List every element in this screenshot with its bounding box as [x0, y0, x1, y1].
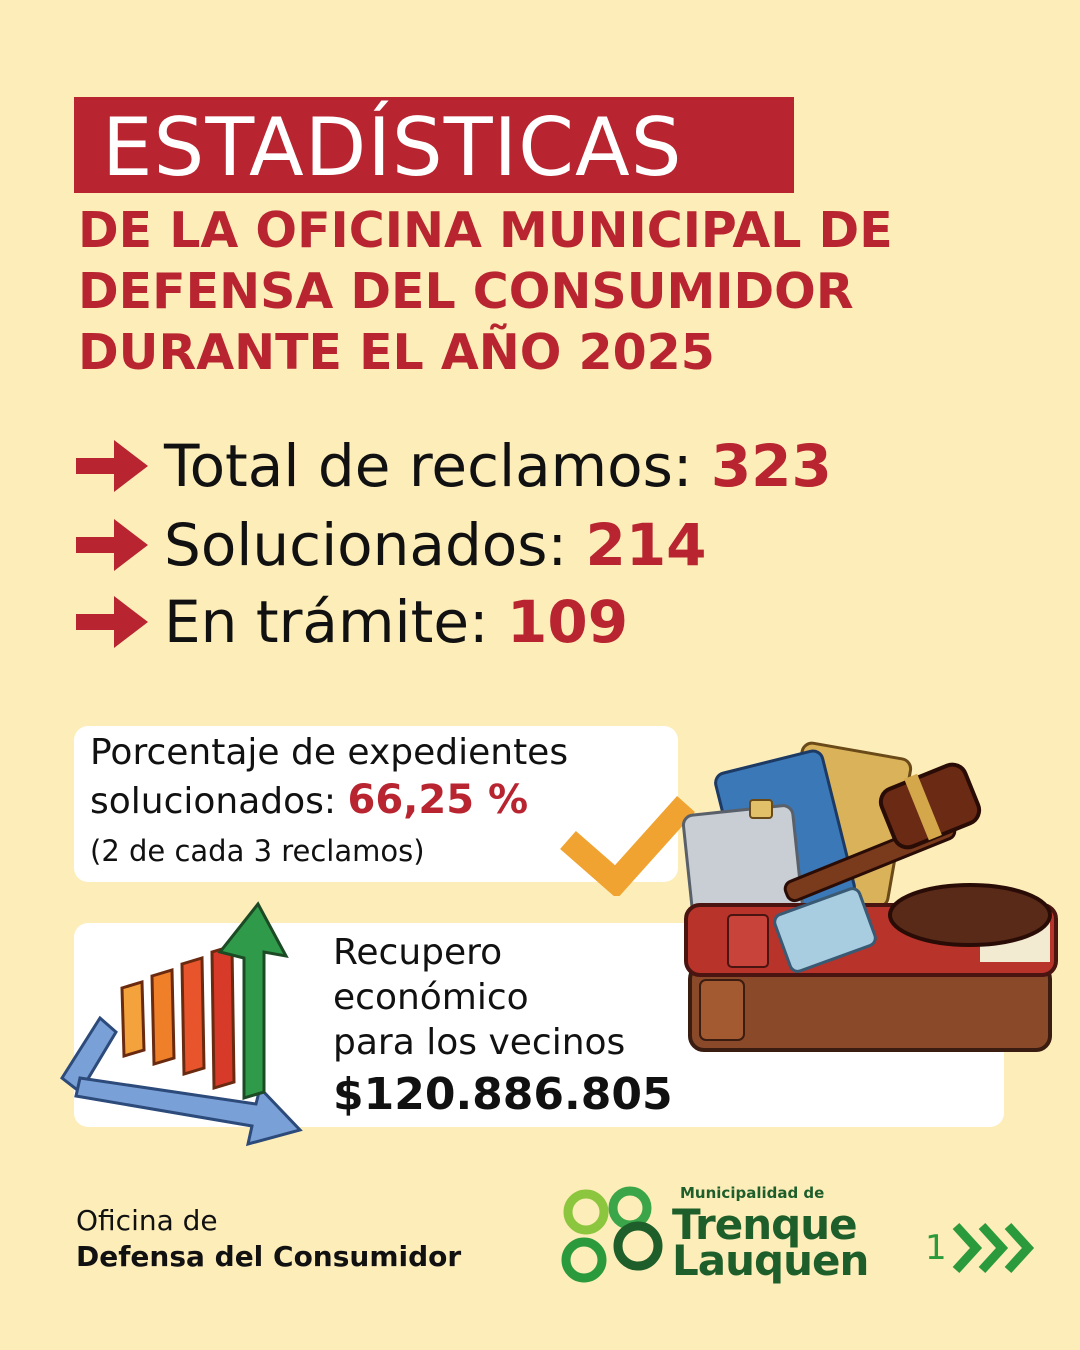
percentage-value: 66,25 % — [347, 777, 529, 823]
recovery-line-3: para los vecinos — [333, 1022, 626, 1063]
stat-in-progress — [74, 584, 628, 660]
stat-label: Solucionados: — [164, 511, 586, 579]
percentage-line-2: solucionados: 66,25 % — [90, 777, 529, 823]
footer-office — [76, 1203, 461, 1275]
stat-value: 214 — [585, 511, 707, 579]
recovery-amount: $120.886.805 — [333, 1069, 673, 1120]
arrow-right-icon — [74, 515, 150, 575]
recovery-line-2: económico — [333, 977, 529, 1018]
footer-office-line-2: Defensa del Consumidor — [76, 1240, 462, 1273]
page-title: ESTADÍSTICAS — [102, 101, 683, 194]
stat-solved — [74, 507, 707, 583]
arrow-right-icon — [74, 436, 150, 496]
growth-chart-icon — [60, 898, 310, 1148]
logo-name-line-1: Trenque — [672, 1200, 857, 1249]
footer-office-line-1: Oficina de — [76, 1204, 218, 1237]
stat-value: 323 — [710, 432, 832, 500]
stat-label: Total de reclamos: — [164, 432, 711, 500]
recovery-line-1: Recupero — [333, 932, 503, 973]
subtitle-line-2: DEFENSA DEL CONSUMIDOR — [78, 263, 854, 320]
stat-value: 109 — [507, 588, 629, 656]
percentage-line-3: (2 de cada 3 reclamos) — [90, 834, 425, 868]
page-number: 1 — [925, 1228, 947, 1268]
stat-total-claims — [74, 428, 832, 504]
books-gavel-cards-icon — [680, 740, 1080, 1080]
logo-name-line-2: Lauquen — [672, 1236, 869, 1285]
logo-caption: Municipalidad de — [680, 1184, 825, 1202]
checkmark-icon — [556, 792, 696, 896]
municipality-logo-icon — [560, 1186, 670, 1288]
subtitle-line-1: DE LA OFICINA MUNICIPAL DE — [78, 202, 893, 259]
subtitle-line-3: DURANTE EL AÑO 2025 — [78, 324, 715, 381]
percentage-line-1: Porcentaje de expedientes — [90, 732, 569, 773]
next-page-chevrons-icon[interactable] — [950, 1218, 1042, 1278]
stat-label: En trámite: — [164, 588, 507, 656]
arrow-right-icon — [74, 592, 150, 652]
